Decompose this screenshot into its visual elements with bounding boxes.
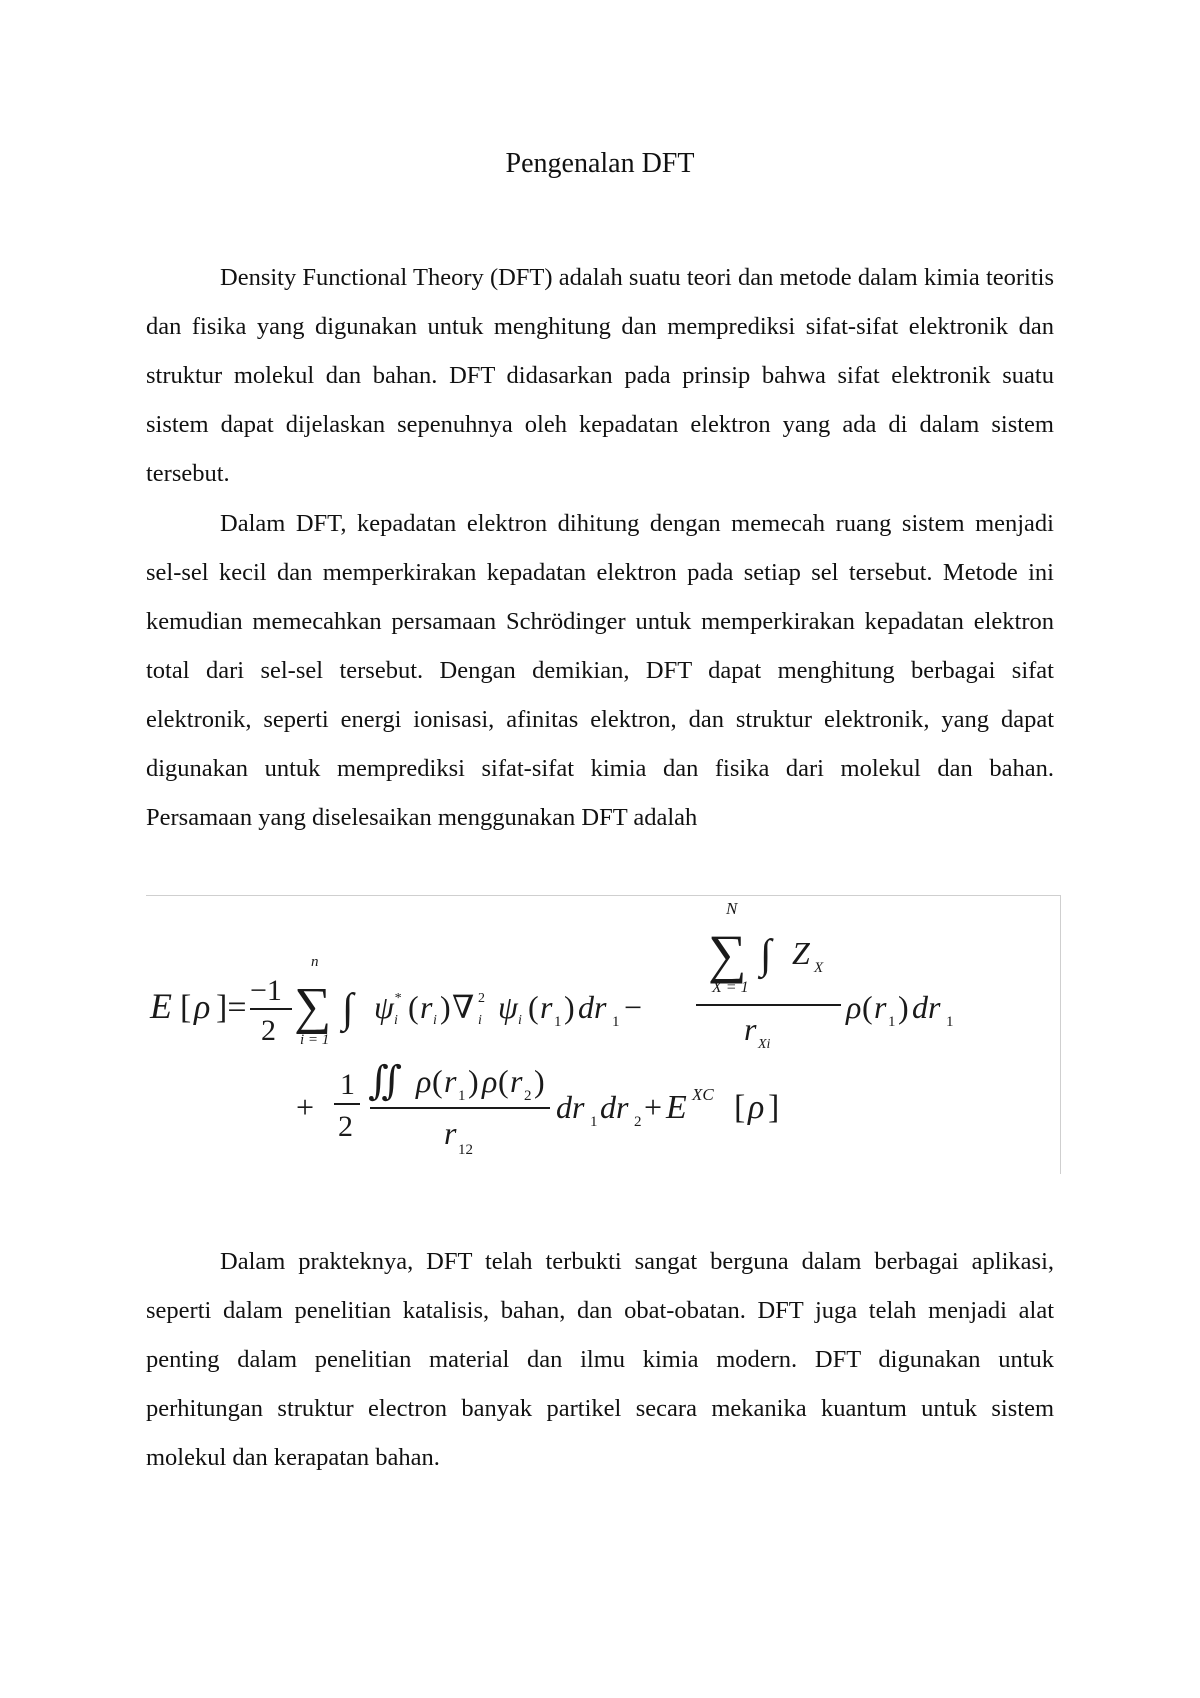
eq-sum-upper-N: N	[726, 899, 738, 918]
eq-dr-4: dr	[600, 1089, 629, 1125]
eq-integral-2: ∫	[760, 932, 772, 978]
eq-bracket-close-2: ]	[768, 1089, 780, 1126]
eq-dr-1-sub: 1	[612, 1014, 620, 1030]
eq-paren-open-3: (	[862, 989, 873, 1025]
eq-rho-symbol: ρ	[194, 989, 211, 1026]
eq-denominator-2: 2	[261, 1014, 276, 1047]
eq-rho-3: ρ	[416, 1063, 432, 1099]
eq-rho-5: ρ	[748, 1089, 765, 1126]
eq-energy-symbol: E	[150, 986, 172, 1026]
eq-dr-1: dr	[578, 989, 607, 1025]
eq-two-half: 2	[338, 1110, 353, 1143]
paragraph-method: Dalam DFT, kepadatan elektron dihitung dengan memecah ruang sistem menjadi sel-sel kecil dan memperkirakan kepadatan elektron pada setiap sel tersebut. Metode ini kemudian memecahkan persamaan Schrödinger untuk memperkirakan kepadatan elektron total dari sel-sel tersebut. Dengan demikian, DFT dapat menghitung berbagai sifat elektronik, seperti energi ionisasi, afinitas elektron, dan struktur elektronik, yang dapat digunakan untuk memprediksi sifat-sifat kimia dan fisika dari molekul dan bahan. Persamaan yang diselesaikan menggunakan DFT adalah	[146, 510, 1054, 831]
eq-psi-star-subscript: i	[394, 1013, 398, 1028]
eq-rho-2: ρ	[846, 989, 862, 1025]
eq-Z: Z	[792, 935, 810, 971]
eq-nabla-sup: 2	[478, 991, 485, 1006]
eq-bracket-open: [	[180, 989, 192, 1026]
eq-E-xc-sup: XC	[692, 1085, 714, 1104]
eq-minus-one: −1	[250, 974, 282, 1007]
eq-paren-open-2: (	[528, 989, 539, 1025]
eq-paren-close-5: )	[534, 1063, 545, 1099]
eq-bracket-open-2: [	[734, 1089, 746, 1126]
eq-sum-lower-X1: X = 1	[712, 979, 749, 996]
eq-nabla: ∇	[452, 989, 475, 1025]
eq-paren-open-5: (	[498, 1063, 509, 1099]
equation-graphic	[146, 896, 1060, 1174]
eq-sum-upper-n: n	[311, 954, 319, 970]
eq-r-Xi-sub: Xi	[758, 1037, 771, 1052]
eq-r-12-sub: 12	[458, 1142, 473, 1158]
eq-plus: +	[296, 1089, 315, 1125]
eq-r-1-sub: i	[433, 1013, 437, 1028]
eq-dr-2-sub: 1	[946, 1014, 954, 1030]
eq-paren-close-1: )	[440, 989, 451, 1025]
eq-dr-4-sub: 2	[634, 1114, 642, 1130]
eq-r-5-sub: 2	[524, 1088, 532, 1104]
eq-sum-symbol-2: ∑	[708, 924, 747, 984]
eq-bracket-equals: ]=	[216, 989, 247, 1026]
eq-dr-3: dr	[556, 1089, 585, 1125]
eq-psi-sub: i	[518, 1013, 522, 1028]
eq-r-12: r	[444, 1115, 457, 1151]
eq-paren-close-2: )	[564, 989, 575, 1025]
eq-r-2-sub: 1	[554, 1014, 562, 1030]
eq-r-3: r	[874, 989, 887, 1025]
document-title: Pengenalan DFT	[505, 148, 695, 179]
eq-integral-1: ∫	[342, 986, 354, 1032]
eq-psi-star-superscript: *	[394, 991, 401, 1006]
eq-r-1: r	[420, 989, 433, 1025]
eq-double-integral: ∬	[368, 1058, 403, 1103]
eq-Z-sub: X	[814, 960, 824, 976]
eq-r-2: r	[540, 989, 553, 1025]
eq-plus-2: +	[644, 1089, 663, 1125]
eq-one: 1	[340, 1068, 355, 1101]
eq-E-xc: E	[666, 1089, 687, 1126]
paragraph-intro: Density Functional Theory (DFT) adalah suatu teori dan metode dalam kimia teoritis dan fisika yang digunakan untuk menghitung dan memprediksi sifat-sifat elektronik dan struktur molekul dan bahan. DFT didasarkan pada prinsip bahwa sifat elektronik suatu sistem dapat dijelaskan sepenuhnya oleh kepadatan elektron yang ada di dalam sistem tersebut.	[146, 264, 1054, 487]
eq-paren-close-4: )	[468, 1063, 479, 1099]
eq-r-3-sub: 1	[888, 1014, 896, 1030]
eq-paren-open-1: (	[408, 989, 419, 1025]
eq-minus: −	[624, 989, 643, 1025]
eq-sum-symbol-1: ∑	[294, 978, 332, 1035]
eq-r-Xi: r	[744, 1011, 757, 1047]
eq-rho-4: ρ	[482, 1063, 498, 1099]
eq-paren-open-4: (	[432, 1063, 443, 1099]
eq-dr-3-sub: 1	[590, 1114, 598, 1130]
eq-psi: ψ	[498, 989, 518, 1025]
eq-paren-close-3: )	[898, 989, 909, 1025]
eq-sum-lower-i1: i = 1	[300, 1032, 330, 1048]
eq-nabla-sub: i	[478, 1013, 482, 1028]
eq-dr-2: dr	[912, 989, 941, 1025]
eq-r-5: r	[510, 1063, 523, 1099]
eq-psi-star: ψ	[374, 989, 394, 1025]
eq-r-4-sub: 1	[458, 1088, 466, 1104]
dft-energy-equation-image	[146, 895, 1061, 1174]
paragraph-applications: Dalam prakteknya, DFT telah terbukti sangat berguna dalam berbagai aplikasi, seperti dalam penelitian katalisis, bahan, dan obat-obatan. DFT juga telah menjadi alat penting dalam penelitian material dan ilmu kimia modern. DFT digunakan untuk perhitungan struktur electron banyak partikel secara mekanika kuantum untuk sistem molekul dan kerapatan bahan.	[146, 1248, 1054, 1471]
eq-r-4: r	[444, 1063, 457, 1099]
